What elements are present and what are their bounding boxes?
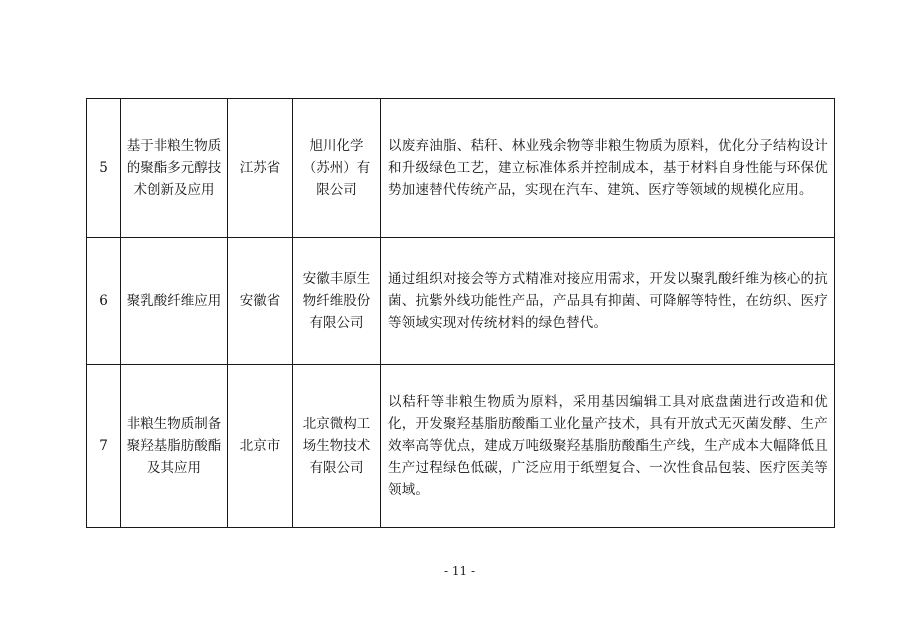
province: 江苏省 xyxy=(228,99,293,238)
row-number: 7 xyxy=(87,365,121,528)
project-description: 以秸秆等非粮生物质为原料，采用基因编辑工具对底盘菌进行改造和优化，开发聚羟基脂肪酸酯工业化量产技术，具有开放式无灭菌发酵、生产效率高等优点，建成万吨级聚羟基脂肪酸酯生产线，生产成本大幅降低且生产过程绿色低碳，广泛应用于纸塑复合、一次性食品包装、医疗医美等领域。 xyxy=(381,365,835,528)
row-number: 5 xyxy=(87,99,121,238)
company-name: 北京微构工场生物技术有限公司 xyxy=(293,365,381,528)
province: 北京市 xyxy=(228,365,293,528)
company-name: 旭川化学（苏州）有限公司 xyxy=(293,99,381,238)
table-row xyxy=(87,99,835,238)
project-description: 通过组织对接会等方式精准对接应用需求，开发以聚乳酸纤维为核心的抗菌、抗紫外线功能性产品，产品具有抑菌、可降解等特性，在纺织、医疗等领域实现对传统材料的绿色替代。 xyxy=(381,238,835,365)
project-name: 非粮生物质制备聚羟基脂肪酸酯及其应用 xyxy=(121,365,228,528)
project-description: 以废弃油脂、秸秆、林业残余物等非粮生物质为原料，优化分子结构设计和升级绿色工艺，建立标准体系并控制成本，基于材料自身性能与环保优势加速替代传统产品，实现在汽车、建筑、医疗等领域的规模化应用。 xyxy=(381,99,835,238)
project-name: 聚乳酸纤维应用 xyxy=(121,238,228,365)
row-number: 6 xyxy=(87,238,121,365)
company-name: 安徽丰原生物纤维股份有限公司 xyxy=(293,238,381,365)
project-table xyxy=(86,98,835,528)
table-row xyxy=(87,365,835,528)
table-row xyxy=(87,238,835,365)
province: 安徽省 xyxy=(228,238,293,365)
page-number: - 11 - xyxy=(443,564,475,578)
project-name: 基于非粮生物质的聚酯多元醇技术创新及应用 xyxy=(121,99,228,238)
